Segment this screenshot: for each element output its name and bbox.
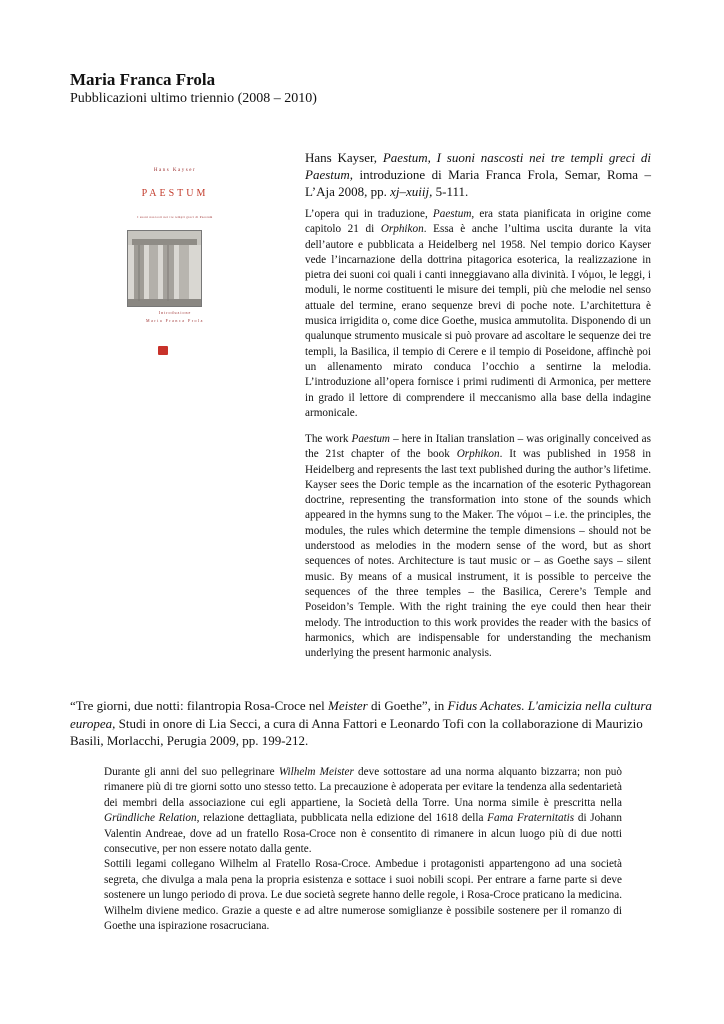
en-text-3: . It was published in 1958 in Heidelberg and represents the last text published during the author’s lifetime. Kayser sees the Doric temple as the incarnation of the esoteric Pythagorean doctrine, representing the transformation into stone of the sounds which appeared in the hymns sung to the Maker. The νόμοι – i.e. the principles, the modules, the rules which determine the temple dimensions – should not be understood as melodies in the modern sense of the word, but as short sequences of notes. Architecture is taut music or – as Goethe says – silent music. By means of a musical instrument, it is possible to perceive the sequences of the three temples – the Basilica, Cerere’s Temple and Poseidon’s Temple. With the right training the eye could then hear their melody. The introduction to this work provides the reader with the basics of harmonics, which are indispensable for understanding the mechanism underlying the present harmonic analysis. <box>305 448 651 660</box>
document-subtitle: Pubblicazioni ultimo triennio (2008 – 2010) <box>70 91 317 106</box>
italian-abstract <box>305 207 651 421</box>
entry1-author: Hans Kayser, <box>305 150 383 165</box>
cover-author: Hans Kayser <box>153 168 197 173</box>
e2-body-2: deve sottostare ad una norma alquanto bizzarra; non può rimanere più di tre giorni sotto uno stesso tetto. La precauzione è adoperata per evitare la tendenza alla sedentarietà dei membri della associazione cui egli appartiene, la Società della Torre. Una norma simile è prescritta nella <box>104 766 622 809</box>
publication-entry-1 <box>305 149 651 200</box>
document-author: Maria Franca Frola <box>70 70 216 89</box>
e2-body-italic-3: Fama Fraternitatis <box>487 812 575 825</box>
en-text-1: The work <box>305 433 352 445</box>
entry2-text-3: Studi in onore di Lia Secci, a cura di Anna Fattori e Leonardo Tofi con la collaborazione di Maurizio Basili, Morlacchi, Perugia 2009, pp. 199-212. <box>70 715 643 748</box>
it-italic-1: Paestum, <box>432 208 475 220</box>
cover-editor: Maria Franca Frola <box>146 318 204 323</box>
e2-body-italic-2: Gründliche Relation, <box>104 812 200 825</box>
e2-body-1: Durante gli anni del suo pellegrinare <box>104 766 279 778</box>
en-italic-1: Paestum <box>351 433 391 445</box>
entry2-italic-1: Meister <box>328 698 368 713</box>
publication-entry-2 <box>70 697 656 750</box>
entry1-details: introduzione di Maria Franca Frola, Semar, Roma – L’Aja 2008, pp. <box>305 167 651 199</box>
entry1-roman-pages: xj–xuiij, <box>390 184 433 199</box>
entry2-text-2: di Goethe”, in <box>367 698 448 713</box>
entry2-text-1: “Tre giorni, due notti: filantropia Rosa-Croce nel <box>70 698 329 713</box>
english-abstract <box>305 432 651 661</box>
temple-photo <box>127 230 202 307</box>
e2-body-5: Sottili legami collegano Wilhelm al Fratello Rosa-Croce. Ambedue i protagonisti appartengono ad una società segreta, che divulga a mala pena la propria esistenza e sottace i suoi nobili scopi. Per entrare a farne parte si deve sostenere un lungo periodo di prova. Le due società segrete hanno delle regole, i Rosa-Croce praticano la medicina. Wilhelm diviene medico. Grazie a queste e ad altre numerose somiglianze è possibile sostenere per il romanzo di Goethe una ispirazione rosacruciana. <box>104 858 622 933</box>
publisher-logo-icon <box>158 346 168 355</box>
it-text-1: L’opera qui in traduzione, <box>305 208 433 220</box>
it-text-2: era stata pianificata in origine come capitolo 21 di <box>305 208 651 236</box>
e2-body-italic-1: Wilhelm Meister <box>278 766 354 778</box>
en-italic-2: Orphikon <box>456 448 500 461</box>
en-text-2: – here in Italian translation – was originally conceived as the 21st chapter of the book <box>305 433 651 461</box>
book-cover-image <box>110 160 240 370</box>
cover-intro-label: Introduzione <box>158 310 192 315</box>
it-italic-2: Orphikon <box>380 223 424 236</box>
cover-subtitle: I suoni nascosti nei tre templi greci di Paestum <box>137 215 213 219</box>
e2-body-4: di Johann Valentin Andreae, dove ad un fratello Rosa-Croce non è consentito di rimanere in alcun luogo più di due notti consecutive, per non essere notato dalla gente. <box>104 812 622 856</box>
it-text-3: . Essa è anche l’ultima uscita durante la vita dell’autore e pubblicata a Heidelberg nel 1958. Nel tempio dorico Kayser vede l’incarnazione della dottrina pitagorica esoterica, la realizzazione in pietra dei suoni coi quali i canti inneggiavano alla divinità. I νόμοι, le leggi, i moduli, le norme costituenti le misure dei templi, più che melodie nel senso attuale del termine, erano sequenze brevi di poche note. L’architettura è musica irrigidita o, come dice Goethe, musica ammutolita. Disponendo di un qualunque strumento musicale si può provare ad ascoltare le sequenze dei tre templi, la Basilica, il tempio di Cerere e il tempio di Poseidone, affinchè poi un allenamento mirato conduca l’occhio a sentirne la melodia. L’introduzione all’opera fornisce i primi rudimenti di Armonica, per mettere in grado il lettore di comprendere il meccanismo alla base della indagine armonicale. <box>305 223 651 419</box>
cover-title: PAESTUM <box>141 188 209 199</box>
entry2-abstract <box>104 765 622 934</box>
entry1-pages: 5-111. <box>432 184 469 199</box>
entry1-title: Paestum, I suoni nascosti nei tre templi greci di Paestum, <box>305 150 652 182</box>
entry2-italic-2: Fidus Achates. L'amicizia nella cultura europea, <box>70 698 652 731</box>
e2-body-3: relazione dettagliata, pubblicata nella edizione del 1618 della <box>199 812 488 825</box>
